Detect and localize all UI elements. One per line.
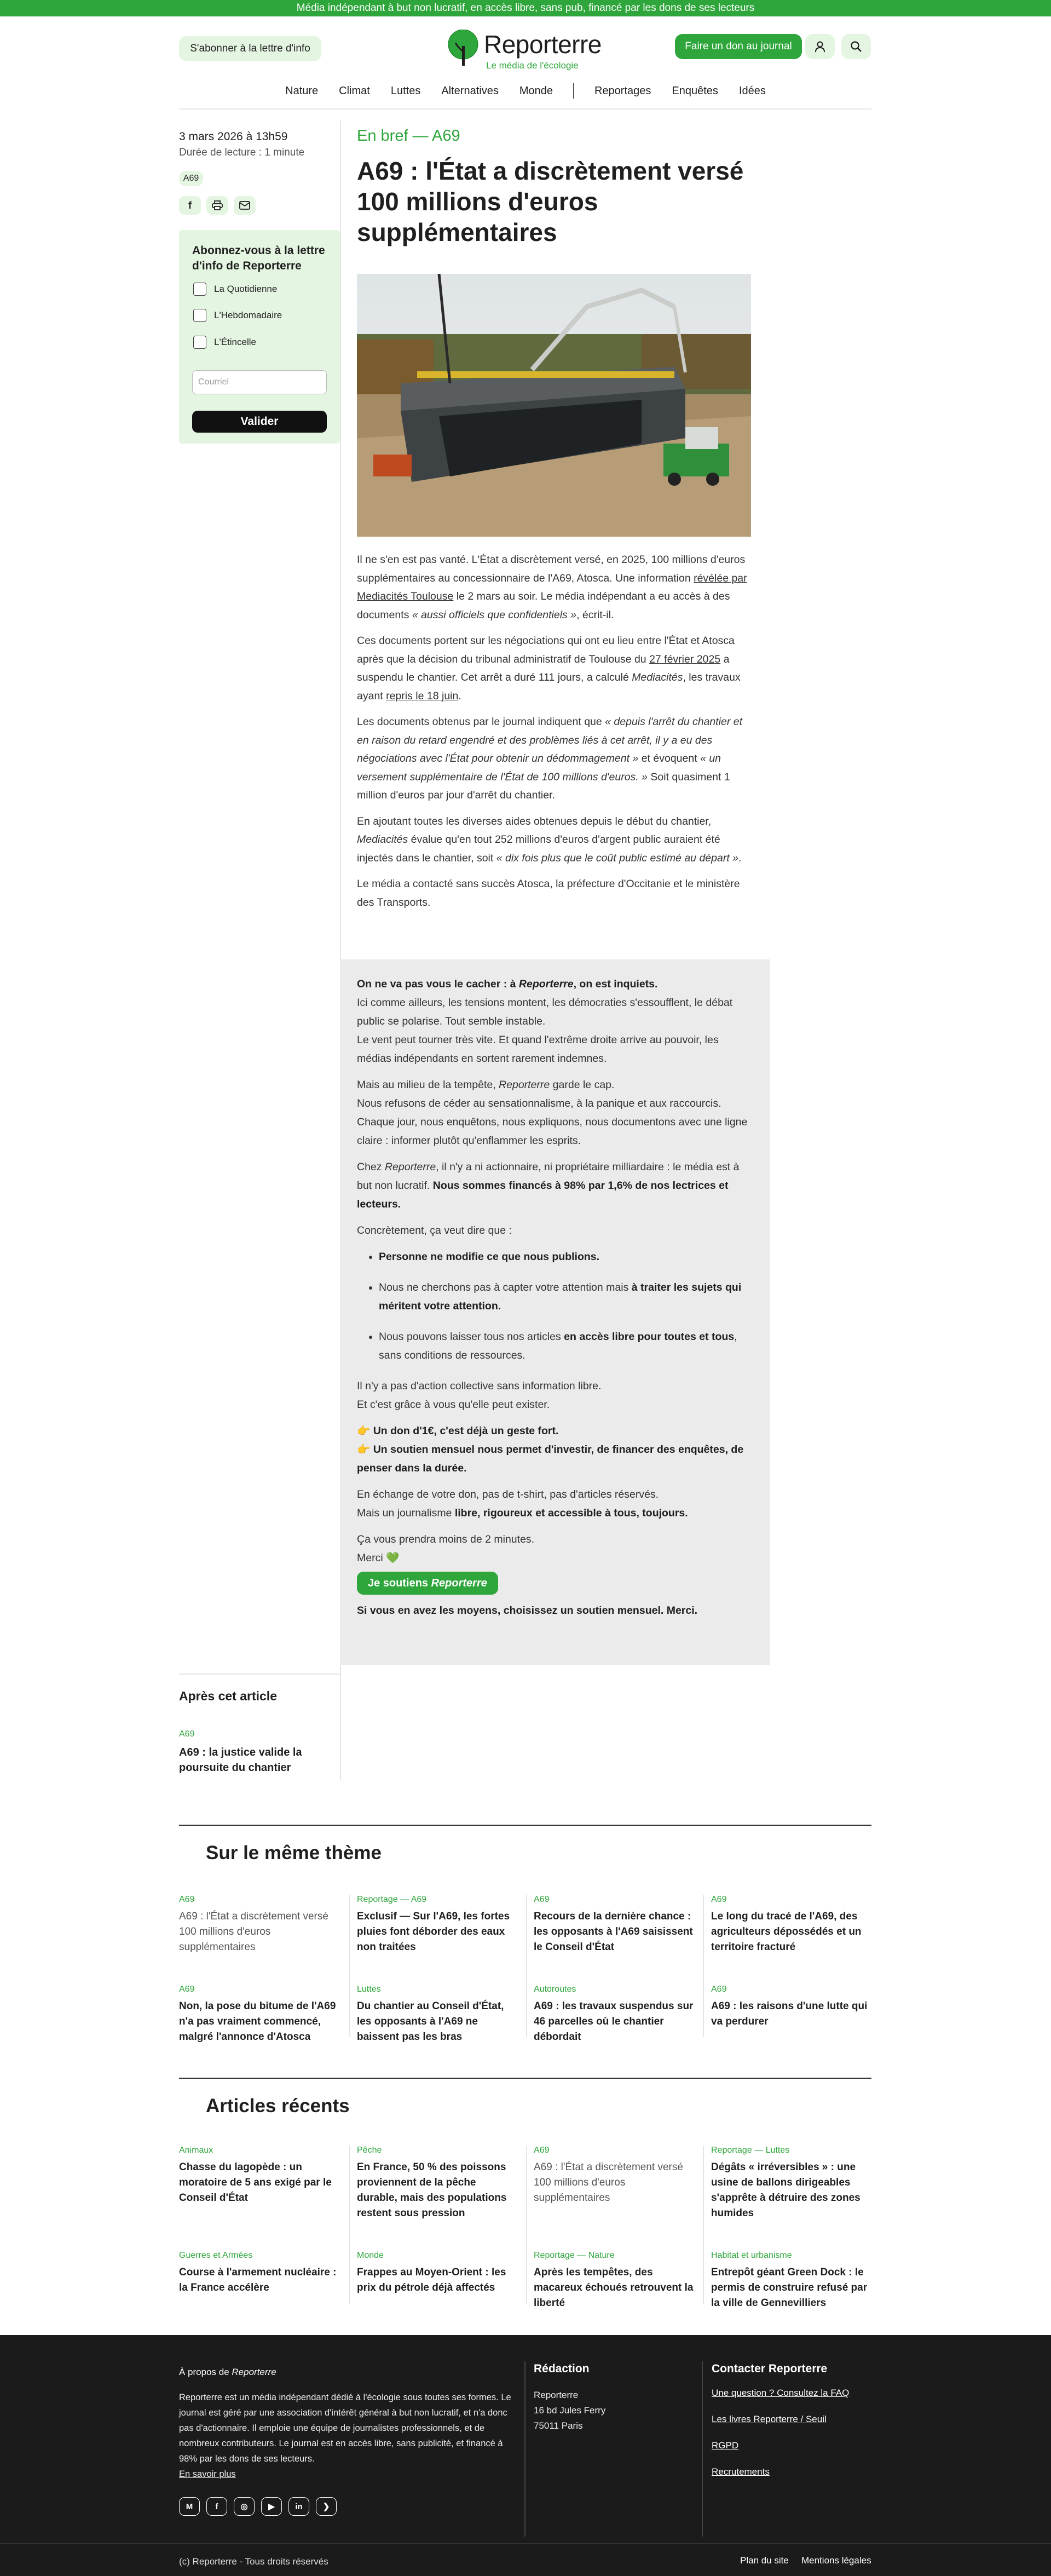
article-photo bbox=[357, 274, 751, 537]
divider bbox=[179, 1674, 340, 1675]
recent-card[interactable] bbox=[711, 2251, 873, 2311]
rgpd-link[interactable]: RGPD bbox=[712, 2440, 739, 2451]
card-title: Recours de la dernière chance : les opposants à l'A69 saisissent le Conseil d'État bbox=[534, 1911, 693, 1953]
linkedin-icon[interactable]: in bbox=[288, 2497, 309, 2516]
card-title: A69 : les travaux suspendus sur 46 parcelles où le chantier débordait bbox=[534, 2000, 694, 2043]
section-rule bbox=[179, 2078, 871, 2079]
paragraph: Le média a contacté sans succès Atosca, la préfecture d'Occitanie et le ministère des Transports. bbox=[357, 878, 740, 909]
card-kicker: Animaux bbox=[179, 2146, 213, 2155]
card-title: A69 : les raisons d'une lutte qui va perdurer bbox=[711, 2000, 868, 2027]
card-kicker: Luttes bbox=[357, 1985, 381, 1994]
list-item: • Nous pouvons laisser tous nos articles en accès libre pour toutes et tous, sans conditions de ressources. bbox=[379, 1327, 752, 1365]
card-kicker: Monde bbox=[357, 2251, 384, 2260]
search-icon bbox=[850, 41, 862, 53]
mail-icon bbox=[239, 201, 250, 210]
newsletter-title: Abonnez-vous à la lettre d'info de Reporterre bbox=[192, 244, 325, 272]
card-title: Dégâts « irréversibles » : une usine de ballons dirigeables s'apprête à détruire des zones humides bbox=[711, 2161, 861, 2219]
newsletter-submit-button[interactable]: Valider bbox=[192, 411, 327, 433]
recent-articles-heading: Articles récents bbox=[206, 2095, 350, 2117]
card-title: Du chantier au Conseil d'État, les opposants à l'A69 ne baissent pas les bras bbox=[357, 2000, 504, 2043]
column-divider bbox=[340, 120, 341, 959]
rss-icon[interactable]: ❯ bbox=[316, 2497, 337, 2516]
resume-link[interactable]: repris le 18 juin bbox=[386, 689, 459, 702]
learn-more-link[interactable]: En savoir plus bbox=[179, 2469, 236, 2479]
card-title: A69 : l'État a discrètement versé 100 millions d'euros supplémentaires bbox=[534, 2161, 683, 2204]
related-card[interactable] bbox=[534, 1895, 695, 1955]
recent-card[interactable] bbox=[534, 2251, 695, 2311]
card-title: Après les tempêtes, des macareux échoués retrouvent la liberté bbox=[534, 2267, 694, 2309]
card-divider bbox=[526, 2146, 527, 2304]
article-kicker[interactable]: En bref — A69 bbox=[357, 127, 460, 145]
sitemap-link[interactable]: Plan du site bbox=[740, 2555, 789, 2566]
card-title: Le long du tracé de l'A69, des agriculteurs dépossédés et un territoire fracturé bbox=[711, 1911, 862, 1953]
card-title: Frappes au Moyen-Orient : les prix du pétrole déjà affectés bbox=[357, 2267, 506, 2293]
share-email-button[interactable] bbox=[234, 196, 256, 215]
card-title: Chasse du lagopède : un moratoire de 5 ans exigé par le Conseil d'État bbox=[179, 2161, 332, 2204]
card-kicker: Autoroutes bbox=[534, 1985, 576, 1994]
related-card[interactable] bbox=[357, 1895, 518, 1955]
card-title: En France, 50 % des poissons proviennent de la pêche durable, mais des populations restent sous pression bbox=[357, 2161, 507, 2219]
card-title: A69 : l'État a discrètement versé 100 millions d'euros supplémentaires bbox=[179, 1911, 328, 1953]
card-divider bbox=[349, 2146, 350, 2304]
list-item: • Nous ne cherchons pas à capter votre attention mais à traiter les sujets qui méritent votre attention. bbox=[379, 1278, 752, 1315]
recent-articles-grid bbox=[179, 2146, 871, 2310]
newsletter-option-quotidienne[interactable] bbox=[193, 283, 277, 296]
support-button[interactable]: Je soutiens Reporterre bbox=[357, 1572, 498, 1595]
card-kicker: A69 bbox=[534, 2146, 550, 2155]
print-icon bbox=[212, 200, 223, 210]
article-title: A69 : l'État a discrètement versé 100 millions d'euros supplémentaires bbox=[357, 157, 744, 246]
related-card[interactable] bbox=[711, 1985, 873, 2029]
recent-card[interactable] bbox=[357, 2251, 518, 2296]
article-body bbox=[357, 551, 752, 919]
logo-tagline: Le média de l'écologie bbox=[486, 60, 579, 71]
card-kicker: Reportage — Luttes bbox=[711, 2146, 790, 2155]
date-link[interactable]: 27 février 2025 bbox=[649, 653, 721, 665]
site-footer bbox=[0, 2335, 1051, 2576]
facebook-icon[interactable]: f bbox=[206, 2497, 227, 2516]
footer-divider bbox=[702, 2361, 703, 2537]
support-paragraph: En échange de votre don, pas de t-shirt, pas d'articles réservés. Mais un journalisme libre, rigoureux et accessible à tous, toujours. bbox=[357, 1488, 688, 1519]
after-article-kicker[interactable]: A69 bbox=[179, 1729, 195, 1739]
source-link[interactable]: révélée par Mediacités Toulouse bbox=[357, 572, 747, 602]
account-button[interactable] bbox=[805, 34, 835, 59]
jobs-link[interactable]: Recrutements bbox=[712, 2466, 770, 2477]
after-article-heading: Après cet article bbox=[179, 1689, 277, 1703]
card-kicker: A69 bbox=[534, 1895, 550, 1904]
card-kicker: Reportage — Nature bbox=[534, 2251, 615, 2260]
main-nav bbox=[0, 81, 1051, 101]
support-closing: Si vous en avez les moyens, choisissez un soutien mensuel. Merci. bbox=[357, 1605, 698, 1617]
footer-bottom-divider bbox=[0, 2543, 1051, 2544]
recent-card[interactable] bbox=[179, 2146, 340, 2206]
nav-item-enquetes[interactable]: Enquêtes bbox=[672, 84, 718, 97]
site-logo[interactable] bbox=[448, 26, 604, 70]
instagram-icon[interactable]: ◎ bbox=[234, 2497, 255, 2516]
logo-name: Reporterre bbox=[484, 30, 602, 59]
support-intro: On ne va pas vous le cacher : à Reporterre, on est inquiets. Ici comme ailleurs, les tensions montent, les démocraties s'essoufflent, le débat public se polarise. Tout semble instable. Le vent peut tourner très vite. Et quand l'extrême droite arrive au pouvoir, les médias indépendants en sortent rarement indemnes. bbox=[357, 978, 733, 1065]
card-kicker: A69 bbox=[179, 1985, 195, 1994]
support-list bbox=[379, 1247, 752, 1365]
related-card[interactable] bbox=[534, 1985, 695, 2045]
email-field[interactable]: Courriel bbox=[192, 370, 327, 394]
related-card[interactable] bbox=[179, 1985, 340, 2045]
card-title: Non, la pose du bitume de l'A69 n'a pas vraiment commencé, malgré l'annonce d'Atosca bbox=[179, 2000, 336, 2043]
card-kicker: Reportage — A69 bbox=[357, 1895, 427, 1904]
after-article-link[interactable]: A69 : la justice valide la poursuite du chantier bbox=[179, 1746, 302, 1774]
support-paragraph: Chez Reporterre, il n'y a ni actionnaire, ni propriétaire milliardaire : le média est à but non lucratif. Nous sommes financés à 98% par 1,6% de nos lectrices et lecteurs. bbox=[357, 1161, 740, 1210]
card-kicker: Pêche bbox=[357, 2146, 382, 2155]
nav-separator bbox=[573, 83, 574, 99]
support-paragraph: Ça vous prendra moins de 2 minutes. Merci 💚 bbox=[357, 1533, 535, 1564]
share-facebook-button[interactable] bbox=[179, 196, 201, 215]
support-paragraph: 👉 Un don d'1€, c'est déjà un geste fort. 👉 Un soutien mensuel nous permet d'investir, de financer des enquêtes, de penser dans la durée. bbox=[357, 1425, 744, 1474]
mastodon-icon[interactable]: M bbox=[179, 2497, 200, 2516]
footer-contact-heading: Contacter Reporterre bbox=[712, 2362, 828, 2375]
nav-item-nature[interactable]: Nature bbox=[285, 84, 319, 97]
newsletter-option-etincelle[interactable] bbox=[193, 336, 256, 349]
card-kicker: A69 bbox=[711, 1985, 727, 1994]
nav-item-luttes[interactable]: Luttes bbox=[390, 84, 421, 97]
facebook-icon: f bbox=[188, 199, 192, 211]
option-label: L'Étincelle bbox=[214, 337, 256, 347]
books-link[interactable]: Les livres Reporterre / Seuil bbox=[712, 2414, 827, 2424]
card-title: Exclusif — Sur l'A69, les fortes pluies font déborder des eaux non traitées bbox=[357, 1911, 510, 1953]
logo-tree-icon bbox=[448, 30, 478, 67]
checkbox[interactable] bbox=[193, 283, 206, 296]
card-kicker: A69 bbox=[179, 1895, 195, 1904]
print-button[interactable] bbox=[206, 196, 228, 215]
support-paragraph: Mais au milieu de la tempête, Reporterre garde le cap. Nous refusons de céder au sensationnalisme, à la panique et aux raccourcis. Chaque jour, nous enquêtons, nous expliquons, nous documentons avec une ligne claire : informer plutôt qu'enflammer les esprits. bbox=[357, 1079, 748, 1147]
search-button[interactable] bbox=[841, 34, 871, 59]
card-divider bbox=[526, 1895, 527, 2037]
user-icon bbox=[814, 41, 826, 53]
option-label: L'Hebdomadaire bbox=[214, 310, 282, 320]
faq-link[interactable]: Une question ? Consultez la FAQ bbox=[712, 2388, 850, 2398]
card-divider bbox=[703, 1895, 704, 2037]
section-rule bbox=[179, 1825, 871, 1826]
nav-item-monde[interactable]: Monde bbox=[519, 84, 553, 97]
header-divider bbox=[179, 108, 871, 110]
card-divider bbox=[703, 2146, 704, 2304]
paragraph: Les documents obtenus par le journal indiquent que « depuis l'arrêt du chantier et en raison du retard engendré et des problèmes liés à cet arrêt, il y a eu des négociations avec l'État pour obtenir un dédommagement » et évoquent « un versement supplémentaire de l'État de 100 millions d'euros. » Soit quasiment 1 million d'euros par jour d'arrêt du chantier. bbox=[357, 716, 743, 801]
support-paragraph: Concrètement, ça veut dire que : bbox=[357, 1224, 512, 1237]
checkbox[interactable] bbox=[193, 309, 206, 322]
article-tag[interactable]: A69 bbox=[179, 171, 203, 186]
related-card[interactable] bbox=[711, 1895, 873, 1955]
nav-item-idees[interactable]: Idées bbox=[738, 84, 766, 97]
support-box bbox=[340, 959, 770, 1665]
card-divider bbox=[349, 1895, 350, 2037]
list-item: • Personne ne modifie ce que nous publions. bbox=[379, 1247, 752, 1266]
recent-card[interactable] bbox=[357, 2146, 518, 2221]
card-kicker: Habitat et urbanisme bbox=[711, 2251, 792, 2260]
youtube-icon[interactable]: ▶ bbox=[261, 2497, 282, 2516]
nav-item-reportages[interactable]: Reportages bbox=[594, 84, 651, 97]
same-theme-heading: Sur le même thème bbox=[206, 1842, 382, 1864]
card-kicker: Guerres et Armées bbox=[179, 2251, 253, 2260]
nav-item-climat[interactable]: Climat bbox=[339, 84, 370, 97]
newsletter-option-hebdomadaire[interactable] bbox=[193, 309, 282, 322]
nav-item-alternatives[interactable]: Alternatives bbox=[441, 84, 499, 97]
card-kicker: A69 bbox=[711, 1895, 727, 1904]
recent-card[interactable] bbox=[534, 2146, 695, 2206]
related-card[interactable] bbox=[357, 1985, 518, 2045]
recent-card[interactable] bbox=[179, 2251, 340, 2296]
paragraph: En ajoutant toutes les diverses aides obtenues depuis le début du chantier, Mediacités évalue qu'en tout 252 millions d'euros d'argent public auraient été injectés dans le chantier, soit « dix fois plus que le coût public estimé au départ ». bbox=[357, 815, 742, 864]
footer-divider bbox=[524, 2361, 526, 2537]
copyright: (c) Reporterre - Tous droits réservés bbox=[179, 2556, 328, 2567]
card-title: Entrepôt géant Green Dock : le permis de construire refusé par la ville de Gennevilliers bbox=[711, 2267, 868, 2309]
reading-time: Durée de lecture : 1 minute bbox=[179, 147, 305, 158]
top-banner: Média indépendant à but non lucratif, en accès libre, sans pub, financé par les dons de ses lecteurs bbox=[0, 0, 1051, 16]
paragraph: Ces documents portent sur les négociations qui ont eu lieu entre l'État et Atosca après que la décision du tribunal administratif de Toulouse du 27 février 2025 a suspendu le chantier. Cet arrêt a duré 111 jours, a calculé Mediacités, les travaux ayant repris le 18 juin. bbox=[357, 635, 741, 702]
legal-link[interactable]: Mentions légales bbox=[801, 2555, 871, 2566]
footer-about-heading: À propos de Reporterre bbox=[179, 2367, 276, 2377]
article-date: 3 mars 2026 à 13h59 bbox=[179, 130, 288, 143]
option-label: La Quotidienne bbox=[214, 284, 278, 294]
newsletter-box bbox=[179, 230, 340, 444]
recent-card[interactable] bbox=[711, 2146, 873, 2221]
footer-redaction-heading: Rédaction bbox=[534, 2362, 590, 2375]
donate-button[interactable]: Faire un don au journal bbox=[675, 34, 802, 59]
card-title: Course à l'armement nucléaire : la France accélère bbox=[179, 2267, 337, 2293]
paragraph: Il ne s'en est pas vanté. L'État a discrètement versé, en 2025, 100 millions d'euros supplémentaires au concessionnaire de l'A69, Atosca. Une information révélée par Mediacités Toulouse le 2 mars au soir. Le média indépendant a eu accès à des documents « aussi officiels que confidentiels », écrit-il. bbox=[357, 554, 747, 621]
support-paragraph: Il n'y a pas d'action collective sans information libre. Et c'est grâce à vous qu'elle peut exister. bbox=[357, 1380, 602, 1411]
newsletter-subscribe-button[interactable]: S'abonner à la lettre d'info bbox=[179, 36, 321, 61]
checkbox[interactable] bbox=[193, 336, 206, 349]
related-card[interactable] bbox=[179, 1895, 340, 1955]
same-theme-grid bbox=[179, 1895, 871, 2048]
footer-address: Reporterre 16 bd Jules Ferry 75011 Paris bbox=[534, 2390, 606, 2431]
footer-about-text: Reporterre est un média indépendant dédié à l'écologie sous toutes ses formes. Le journal est géré par une association d'intérêt général à but non lucratif, et n'a donc pas d'actionnaire. Il emploie une équipe de journalistes professionnels, et de nombreux contributeurs. Le journal est en accès libre, sans publicité, et financé à 98% par les dons de ses lecteurs. En savoir plus bbox=[179, 2393, 511, 2479]
